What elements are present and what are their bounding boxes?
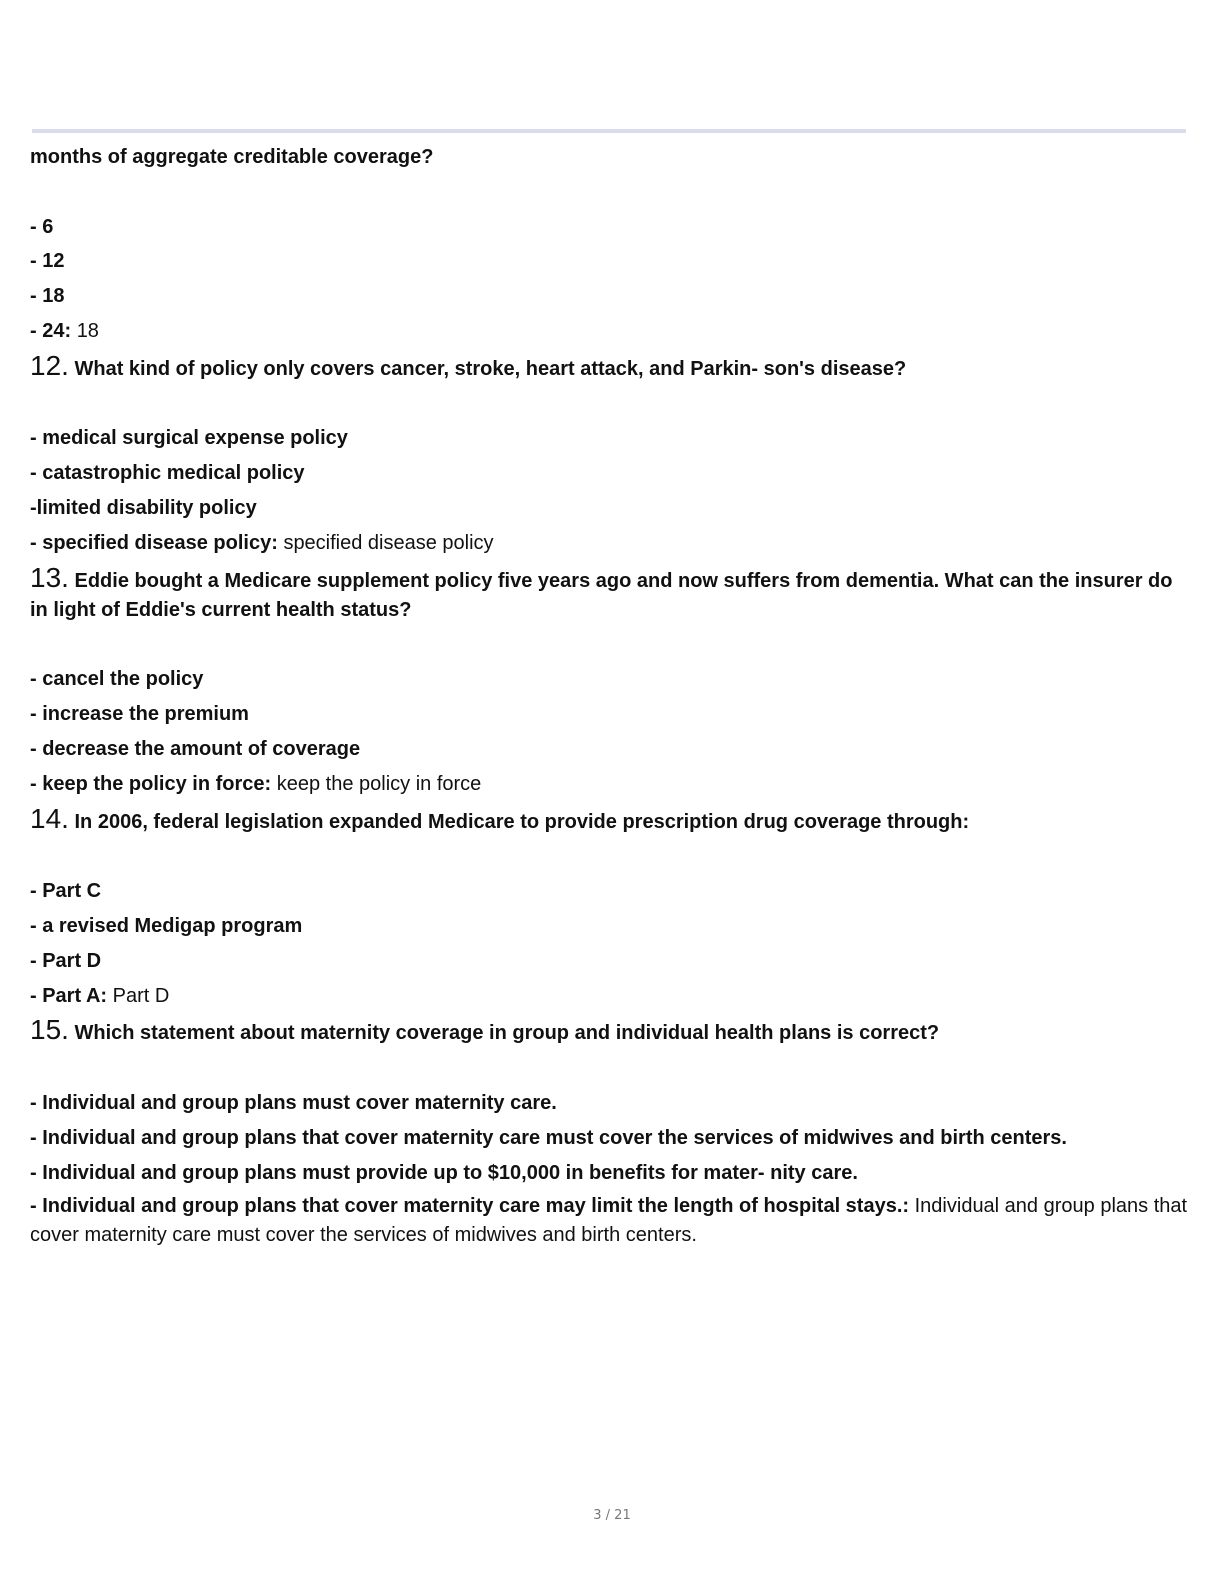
option-item: - a revised Medigap program: [30, 914, 303, 937]
answer-text: Part D: [112, 984, 170, 1007]
option-item: - 6: [30, 215, 54, 238]
option-with-answer: [30, 314, 1190, 349]
question-14: [30, 802, 1190, 840]
option-item: - 18: [30, 285, 65, 308]
spacer: [30, 839, 1190, 874]
answer-text: specified disease policy: [283, 531, 494, 554]
option-item: - Individual and group plans must cover maternity care.: [30, 1091, 557, 1114]
spacer: [30, 387, 1190, 422]
option-label: - specified disease policy:: [30, 531, 278, 554]
option-item: - medical surgical expense policy: [30, 427, 348, 450]
spacer: [30, 175, 1190, 210]
question-text: What kind of policy only covers cancer, stroke, heart attack, and Parkin- son's disease?: [74, 357, 907, 380]
option-item: - increase the premium: [30, 703, 249, 726]
question-number: 14.: [30, 802, 69, 834]
option-item: - catastrophic medical policy: [30, 462, 305, 485]
option-with-answer: [30, 526, 1190, 561]
question-number: 12.: [30, 349, 69, 381]
option-item: - Individual and group plans must provide up to $10,000 in benefits for mater- nity care.: [30, 1161, 858, 1184]
option-item: - Individual and group plans that cover maternity care must cover the services of midwives and birth centers.: [30, 1126, 1067, 1149]
spacer: [30, 1051, 1190, 1086]
option-label: - Part A:: [30, 984, 108, 1007]
question-text: Which statement about maternity coverage in group and individual health plans is correct?: [74, 1022, 940, 1045]
option-label: - 24:: [30, 319, 72, 342]
question-15: [30, 1013, 1190, 1051]
document-body: [30, 140, 1190, 1253]
question-number: 15.: [30, 1014, 69, 1046]
option-item: - Part C: [30, 880, 102, 903]
option-with-answer: [30, 1190, 1190, 1253]
question-number: 13.: [30, 561, 69, 593]
spacer: [30, 628, 1190, 663]
answer-text: Individual and group plans that cover maternity care must cover the services of midwives and birth centers.: [30, 1195, 1188, 1247]
page-number: 3 / 21: [593, 1508, 631, 1523]
answer-text: 18: [76, 319, 99, 342]
answer-text: keep the policy in force: [276, 772, 482, 795]
question-12: [30, 349, 1190, 387]
option-item: - Part D: [30, 949, 102, 972]
option-with-answer: [30, 767, 1190, 802]
question-text: Eddie bought a Medicare supplement policy five years ago and now suffers from dementia. What can the insurer do in light of Eddie's current health status?: [30, 569, 1173, 621]
option-item: - decrease the amount of coverage: [30, 737, 361, 760]
option-label: - keep the policy in force:: [30, 772, 272, 795]
header-divider: [32, 129, 1186, 133]
question-13: [30, 561, 1190, 628]
question-text: In 2006, federal legislation expanded Medicare to provide prescription drug coverage through:: [74, 810, 970, 833]
option-item: -limited disability policy: [30, 496, 257, 519]
option-with-answer: [30, 979, 1190, 1014]
option-item: - 12: [30, 250, 65, 273]
option-label: - Individual and group plans that cover maternity care may limit the length of hospital stays.:: [30, 1195, 910, 1218]
option-item: - cancel the policy: [30, 668, 204, 691]
question-11-tail: months of aggregate creditable coverage?: [30, 146, 434, 168]
